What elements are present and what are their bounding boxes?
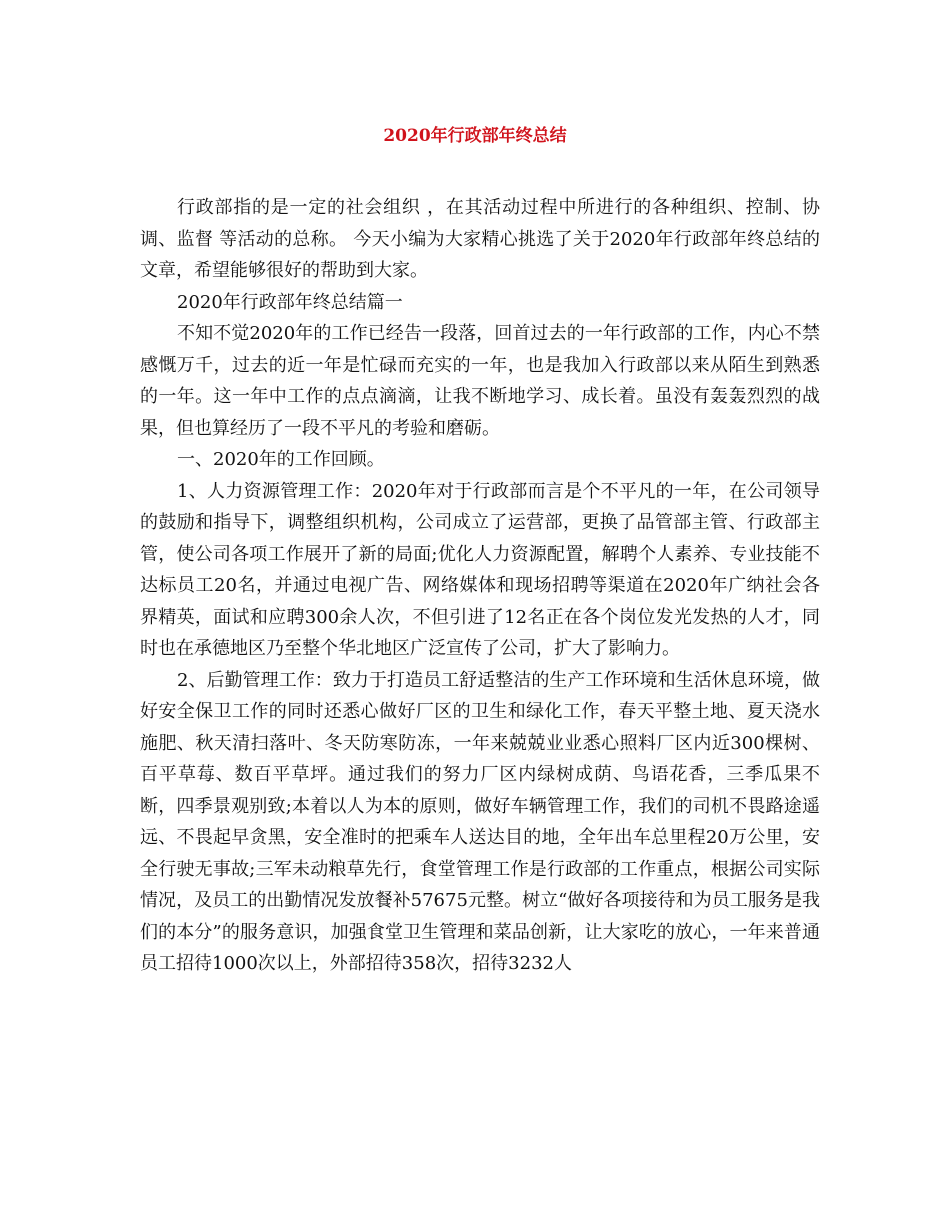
paragraph-section-heading: 2020年行政部年终总结篇一 xyxy=(177,291,403,313)
document-body xyxy=(140,192,820,980)
paragraph-review-heading: 一、2020年的工作回顾。 xyxy=(177,449,385,470)
paragraph-opening: 不知不觉2020年的工作已经告一段落，回首过去的一年行政部的工作，内心不禁感慨万千，过去的近一年是忙碌而充实的一年，也是我加入行政部以来从陌生到熟悉的一年。这一年中工作的点点滴滴，让我不断地学习、成长着。虽没有轰轰烈烈的战果，但也算经历了一段不平凡的考验和磨砺。 xyxy=(140,323,820,439)
paragraph-logistics-work: 2、后勤管理工作：致力于打造员工舒适整洁的生产工作环境和生活休息环境，做好安全保卫工作的同时还悉心做好厂区的卫生和绿化工作，春天平整土地、夏天浇水施肥、秋天清扫落叶、冬天防寒防冻，一年来兢兢业业悉心照料厂区内近300棵树、百平草莓、数百平草坪。通过我们的努力厂区内绿树成荫、鸟语花香，三季瓜果不断，四季景观别致;本着以人为本的原则，做好车辆管理工作，我们的司机不畏路途遥远、不畏起早贪黑，安全准时的把乘车人送达目的地，全年出车总里程20万公里，安全行驶无事故;三军未动粮草先行，食堂管理工作是行政部的工作重点，根据公司实际情况，及员工的出勤情况发放餐补57675元整。树立“做好各项接待和为员工服务是我们的本分”的服务意识，加强食堂卫生管理和菜品创新，让大家吃的放心，一年来普通员工招待1000次以上，外部招待358次，招待3232人 xyxy=(140,669,820,974)
paragraph-hr-work: 1、人力资源管理工作：2020年对于行政部而言是个不平凡的一年，在公司领导的鼓励和指导下，调整组织机构，公司成立了运营部，更换了品管部主管、行政部主管，使公司各项工作展开了新的局面;优化人力资源配置，解聘个人素养、专业技能不达标员工20名，并通过电视广告、网络媒体和现场招聘等渠道在2020年广纳社会各界精英，面试和应聘300余人次，不但引进了12名正在各个岗位发光发热的人才，同时也在承德地区乃至整个华北地区广泛宣传了公司，扩大了影响力。 xyxy=(140,480,820,659)
document-title: 2020年行政部年终总结 xyxy=(383,126,567,146)
paragraph-intro: 行政部指的是一定的社会组织 ，在其活动过程中所进行的各种组织、控制、协调、监督 等活动的总称。 今天小编为大家精心挑选了关于2020年行政部年终总结的文章，希望能够很好的帮助到大家。 xyxy=(140,197,820,281)
